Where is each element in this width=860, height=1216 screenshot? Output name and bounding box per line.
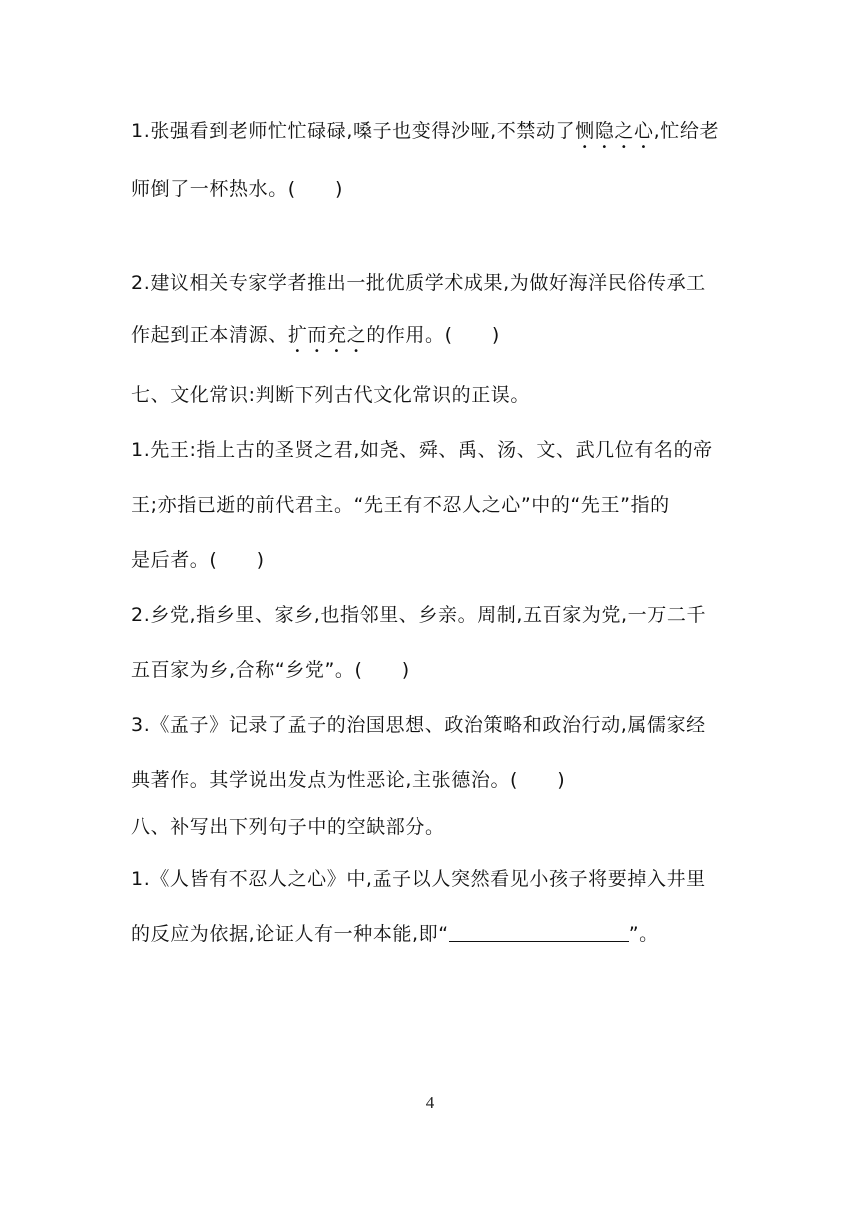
q7-item2-line1: 2.乡党,指乡里、家乡,也指邻里、乡亲。周制,五百家为党,一万二千 [131,604,707,626]
section-7-heading: 七、文化常识:判断下列古代文化常识的正误。 [131,384,531,406]
emphasized-phrase: 扩而充之 [287,324,367,346]
q7-item1-line2: 王;亦指已逝的前代君主。“先王有不忍人之心”中的“先王”指的 [131,494,670,516]
text-segment: 的作用。( ) [366,324,500,346]
section-8-heading: 八、补写出下列句子中的空缺部分。 [131,816,445,838]
emphasized-phrase: 恻隐之心 [575,120,654,142]
q7-item3-line2: 典著作。其学说出发点为性恶论,主张德治。( ) [131,769,566,791]
q6-item2-line1 [131,269,731,297]
q7-item1-line1: 1.先王:指上古的圣贤之君,如尧、舜、禹、汤、文、武几位有名的帝 [131,439,713,461]
q8-item1-line2 [131,920,731,948]
page-number: 4 [425,1093,435,1112]
text-segment: ,忙给老 [653,120,720,142]
text-segment: 作起到正本清源、 [131,324,288,346]
q8-item1-line1: 1.《人皆有不忍人之心》中,孟子以人突然看见小孩子将要掉入井里 [131,868,706,890]
text-segment: ”。 [628,923,659,945]
text-segment: 2.建议相关专家学者推出一批优质学术成果,为做好海洋民俗传承工 [131,272,706,294]
answer-blank[interactable] [449,921,629,942]
text-segment: 1.张强看到老师忙忙碌碌,嗓子也变得沙哑,不禁动了 [131,120,576,142]
q7-item1-line3: 是后者。( ) [131,549,265,571]
q6-item2-line2 [131,321,731,357]
q6-item1-line2: 师倒了一杯热水。( ) [131,178,344,200]
q6-item1-line1 [131,117,731,153]
q7-item3-line1: 3.《孟子》记录了孟子的治国思想、政治策略和政治行动,属儒家经 [131,714,706,736]
q7-item2-line2: 五百家为乡,合称“乡党”。( ) [131,659,410,681]
text-segment: 的反应为依据,论证人有一种本能,即“ [131,923,449,945]
